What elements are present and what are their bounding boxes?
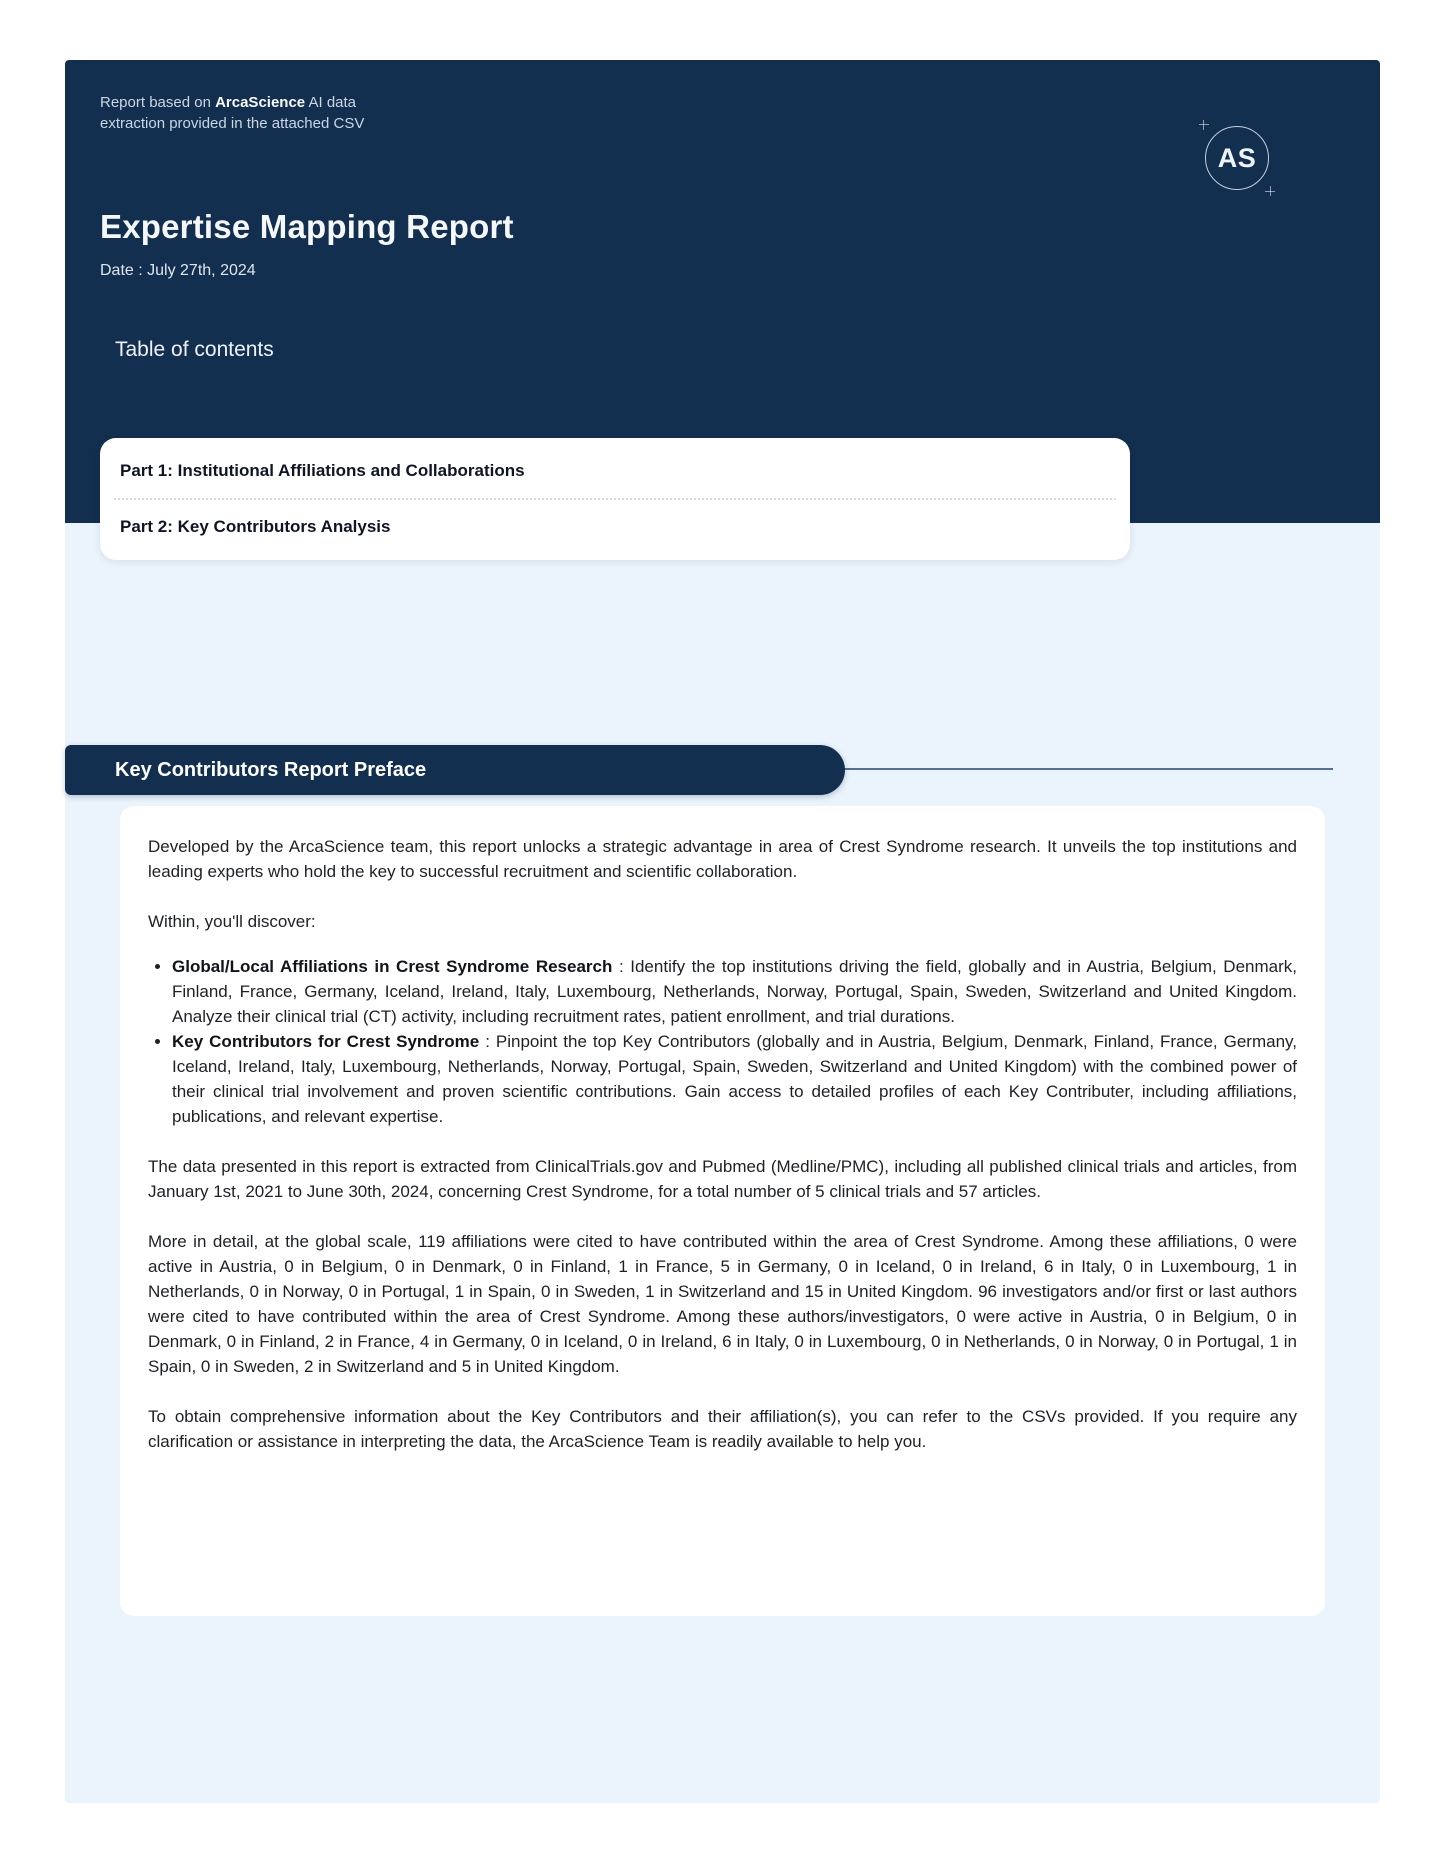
tagline-suffix: AI data extraction provided in the attached CSV [100, 94, 365, 132]
preface-paragraph-detail-counts: More in detail, at the global scale, 119 affiliations were cited to have contributed within the area of Crest Syndrome. Among these affiliations, 0 were active in Austria, 0 in Belgium, 0 in Denmark, 0 in Finland, 1 in France, 5 in Germany, 0 in Iceland, 0 in Ireland, 6 in Italy, 0 in Luxembourg, 1 in Netherlands, 0 in Norway, 0 in Portugal, 1 in Spain, 0 in Sweden, 1 in Switzerland and 15 in United Kingdom. 96 investigators and/or first or last authors were cited to have contributed within the area of Crest Syndrome. Among these authors/investigators, 0 were active in Austria, 0 in Belgium, 0 in Denmark, 0 in Finland, 2 in France, 4 in Germany, 0 in Iceland, 0 in Ireland, 6 in Italy, 0 in Luxembourg, 0 in Netherlands, 0 in Norway, 0 in Portugal, 1 in Spain, 0 in Sweden, 2 in Switzerland and 5 in United Kingdom. [148, 1232, 1297, 1376]
bullet-global-local-affiliations [172, 954, 1297, 1029]
bullet-text: : Pinpoint the top Key Contributors (globally and in Austria, Belgium, Denmark, Finland, France, Germany, Iceland, Ireland, Italy, Luxembourg, Netherlands, Norway, Portugal, Spain, Sweden, Switzerland and United Kingdom) with the combined power of their clinical trial involvement and proven scientific contributions. Gain access to detailed profiles of each Key Contributer, including affiliations, publications, and relevant expertise. [172, 1032, 1297, 1126]
preface-paragraph-discover: Within, you'll discover: [148, 912, 316, 931]
arcascience-logo-icon [1203, 124, 1271, 192]
bullet-lead: Global/Local Affiliations in Crest Syndrome Research [172, 957, 613, 976]
logo-corner-tick [1265, 191, 1275, 192]
bullet-text: : Identify the top institutions driving the field, globally and in Austria, Belgium, Denmark, Finland, France, Germany, Iceland, Ireland, Italy, Luxembourg, Netherlands, Norway, Portugal, Spain, Sweden, Switzerland and United Kingdom. Analyze their clinical trial (CT) activity, including recruitment rates, patient enrollment, and trial durations. [172, 957, 1297, 1026]
logo-corner-tick [1199, 124, 1209, 125]
tagline-prefix: Report based on [100, 94, 216, 111]
toc-heading: Table of contents [115, 338, 274, 361]
preface-banner [65, 745, 845, 795]
header-tagline [100, 92, 368, 134]
report-date: Date : July 27th, 2024 [100, 262, 256, 279]
preface-banner-rule [843, 768, 1333, 770]
toc-card [100, 438, 1130, 560]
toc-item-part2[interactable]: Part 2: Key Contributors Analysis [120, 517, 391, 536]
bullet-key-contributors [172, 1029, 1297, 1129]
toc-item-part1[interactable]: Part 1: Institutional Affiliations and Collaborations [120, 461, 525, 480]
preface-paragraph-data-sources: The data presented in this report is extracted from ClinicalTrials.gov and Pubmed (Medline/PMC), including all published clinical trials and articles, from January 1st, 2021 to June 30th, 2024, concerning Crest Syndrome, for a total number of 5 clinical trials and 57 articles. [148, 1157, 1297, 1201]
preface-banner-title: Key Contributors Report Preface [115, 759, 427, 781]
logo-corner-tick [1203, 120, 1204, 130]
logo-ring [1205, 126, 1269, 190]
bullet-lead: Key Contributors for Crest Syndrome [172, 1032, 480, 1051]
tagline-brand: ArcaScience [215, 94, 306, 111]
preface-paragraph-intro: Developed by the ArcaScience team, this report unlocks a strategic advantage in area of Crest Syndrome research. It unveils the top institutions and leading experts who hold the key to successful recruitment and scientific collaboration. [148, 837, 1297, 881]
preface-bullet-list [148, 954, 1297, 1129]
preface-card [120, 806, 1325, 1616]
preface-paragraph-closing: To obtain comprehensive information about the Key Contributors and their affiliation(s), you can refer to the CSVs provided. If you require any clarification or assistance in interpreting the data, the ArcaScience Team is readily available to help you. [148, 1407, 1297, 1451]
page-title: Expertise Mapping Report [100, 208, 514, 245]
logo-monogram: AS [1217, 142, 1257, 173]
